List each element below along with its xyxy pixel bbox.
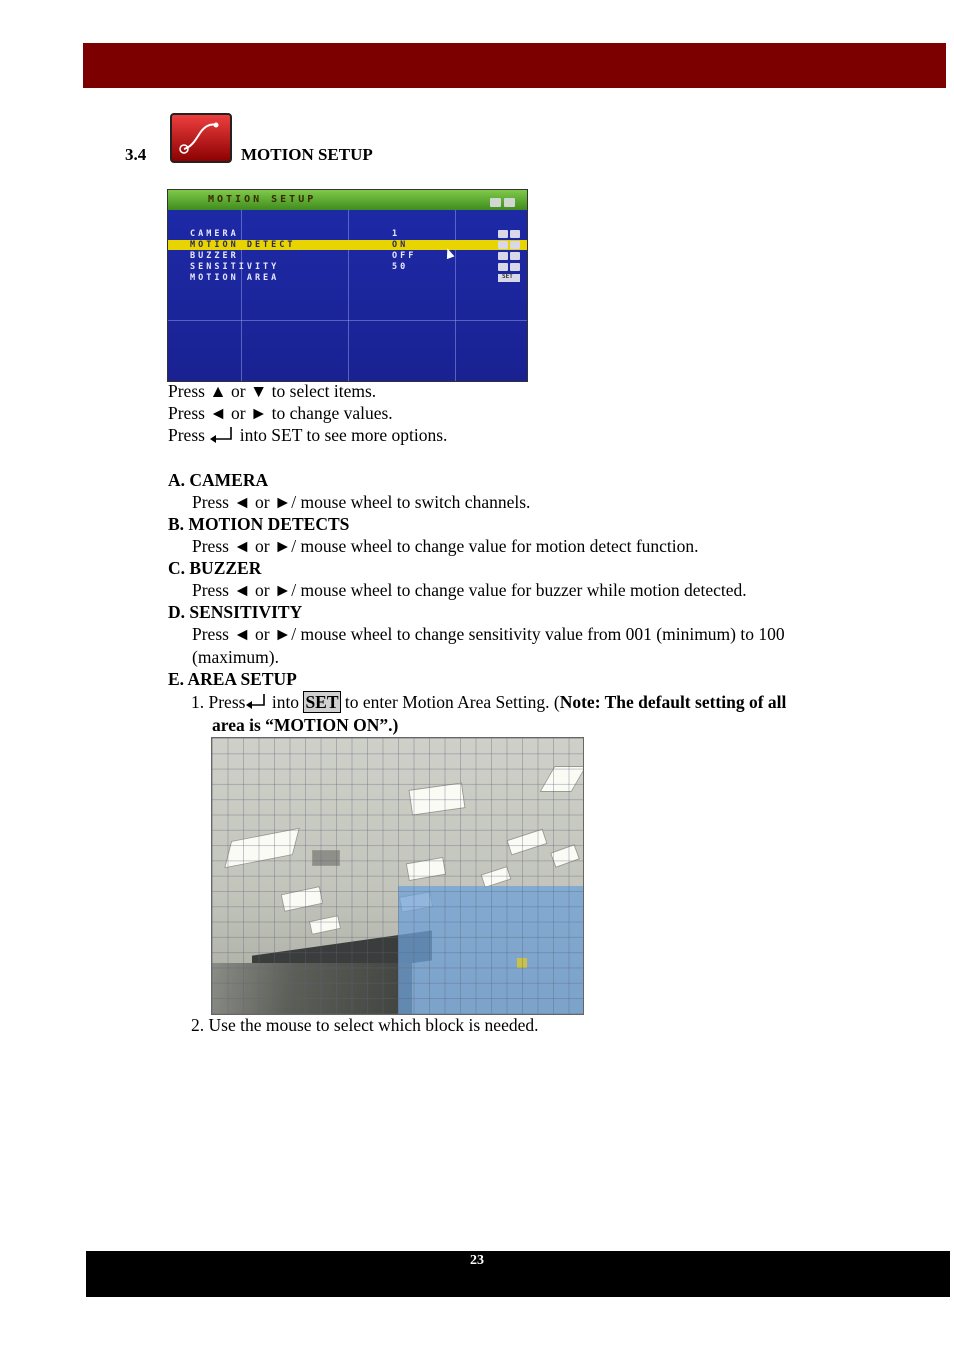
motion-area-grid[interactable] bbox=[212, 738, 583, 1014]
item-e-note-cont: area is “MOTION ON”.) bbox=[212, 715, 399, 735]
item-e-step1 bbox=[191, 691, 786, 713]
menu-row-label: BUZZER bbox=[190, 251, 239, 261]
left-arrow-icon bbox=[498, 230, 508, 238]
item-e-heading: E. AREA SETUP bbox=[168, 669, 297, 689]
item-b-heading: B. MOTION DETECTS bbox=[168, 514, 350, 534]
left-arrow-icon bbox=[498, 241, 508, 249]
enter-key-icon bbox=[245, 693, 267, 711]
section-number: 3.4 bbox=[125, 145, 147, 164]
motion-setup-menu-screenshot bbox=[167, 189, 528, 382]
menu-grid-line bbox=[168, 320, 527, 321]
item-d-heading: D. SENSITIVITY bbox=[168, 602, 303, 622]
item-e-note: Note: The default setting of all bbox=[559, 692, 787, 712]
section-title: MOTION SETUP bbox=[241, 145, 373, 164]
left-arrow-icon bbox=[498, 263, 508, 271]
menu-row-label: CAMERA bbox=[190, 229, 239, 239]
right-arrow-icon bbox=[510, 230, 520, 238]
menu-row-camera bbox=[168, 229, 527, 239]
item-a-text: Press ◄ or ►/ mouse wheel to switch channels. bbox=[192, 492, 531, 512]
menu-header bbox=[168, 190, 527, 210]
motion-setup-icon bbox=[170, 113, 232, 163]
enter-key-icon bbox=[209, 426, 235, 444]
menu-return-icon bbox=[490, 198, 501, 207]
item-c-heading: C. BUZZER bbox=[168, 558, 262, 578]
page-number: 23 bbox=[470, 1253, 484, 1268]
menu-set-label: SET bbox=[502, 273, 513, 280]
menu-close-icon bbox=[504, 198, 515, 207]
item-e-step1-into: into bbox=[271, 692, 300, 712]
item-d-text-cont: (maximum). bbox=[192, 647, 279, 667]
instruction-select: Press ▲ or ▼ to select items. bbox=[168, 381, 377, 401]
menu-header-icons bbox=[487, 194, 515, 212]
right-arrow-icon bbox=[510, 263, 520, 271]
menu-title: MOTION SETUP bbox=[208, 194, 317, 205]
item-a-heading: A. CAMERA bbox=[168, 470, 269, 490]
instruction-enter bbox=[168, 424, 447, 446]
item-e-step1-pre: 1. Press bbox=[191, 692, 246, 712]
menu-set-button bbox=[498, 274, 520, 282]
item-d-text: Press ◄ or ►/ mouse wheel to change sensitivity value from 001 (minimum) to 100 bbox=[192, 624, 785, 644]
menu-row-buzzer bbox=[168, 251, 527, 261]
instruction-enter-post: into SET to see more options. bbox=[239, 425, 448, 445]
instruction-change: Press ◄ or ► to change values. bbox=[168, 403, 393, 423]
item-b-text: Press ◄ or ►/ mouse wheel to change value for motion detect function. bbox=[192, 536, 699, 556]
instruction-enter-pre: Press bbox=[168, 425, 205, 445]
item-e-step1-post: to enter Motion Area Setting. ( bbox=[344, 692, 560, 712]
right-arrow-icon bbox=[510, 252, 520, 260]
menu-row-label: SENSITIVITY bbox=[190, 262, 280, 272]
menu-row-value: ON bbox=[392, 240, 409, 250]
menu-row-value: 1 bbox=[392, 229, 401, 239]
left-arrow-icon bbox=[498, 252, 508, 260]
menu-row-value: 50 bbox=[392, 262, 409, 272]
item-c-text: Press ◄ or ►/ mouse wheel to change value for buzzer while motion detected. bbox=[192, 580, 747, 600]
motion-area-screenshot bbox=[211, 737, 584, 1015]
menu-row-motion-detect bbox=[168, 240, 527, 250]
menu-row-value: OFF bbox=[392, 251, 417, 261]
menu-row-label: MOTION AREA bbox=[190, 273, 280, 283]
header-bar bbox=[83, 43, 946, 88]
right-arrow-icon bbox=[510, 241, 520, 249]
menu-row-label: MOTION DETECT bbox=[190, 240, 296, 250]
set-button-label: SET bbox=[305, 692, 339, 712]
item-e-step2: 2. Use the mouse to select which block is needed. bbox=[191, 1015, 539, 1035]
menu-row-sensitivity bbox=[168, 262, 527, 272]
menu-row-motion-area bbox=[168, 273, 527, 283]
